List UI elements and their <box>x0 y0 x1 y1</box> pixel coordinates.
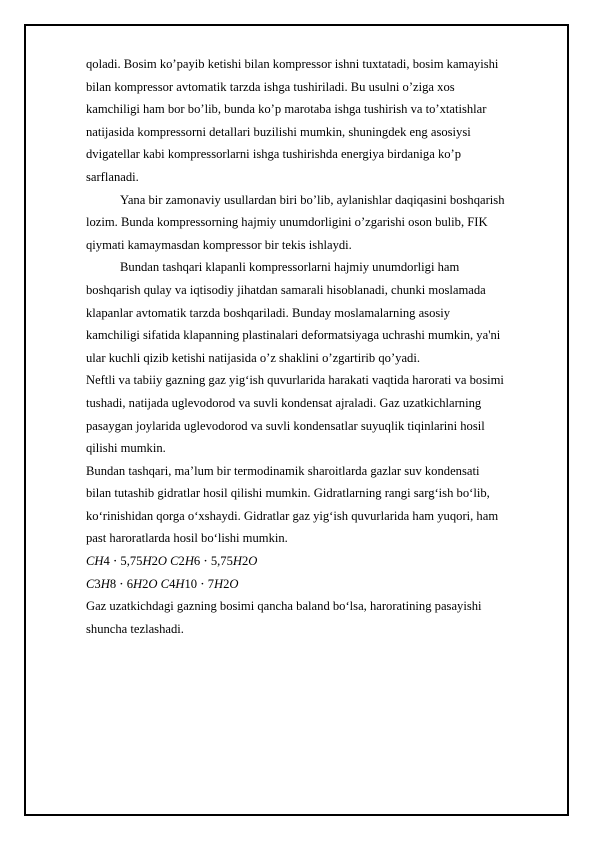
formula-number: 4 <box>169 576 176 591</box>
formula-symbol: H <box>232 554 242 569</box>
formula-symbol: O <box>148 576 161 591</box>
formula-number: 2 <box>151 554 158 569</box>
formula-symbol: O <box>229 576 239 591</box>
formula-symbol: C <box>170 554 179 569</box>
text-line: kamchiligi ham bor bo’lib, bunda ko’p marotaba ishga tushirish va to’xtatishlar <box>86 102 487 117</box>
text-line: ko‘rinishidan qorga o‘xshaydi. Gidratlar gaz yig‘ish quvurlarida ham yuqori, ham <box>86 508 499 523</box>
formula-symbol: H <box>175 576 185 591</box>
formula-symbol: H <box>100 576 110 591</box>
text-line: Gaz uzatkichdagi gazning bosimi qancha baland bo‘lsa, haroratining pasayishi <box>86 599 482 614</box>
formula-symbol: O <box>248 554 258 569</box>
text-line: dvigatellar kabi kompressorlarni ishga tushirishda energiya birdaniga ko’p <box>86 147 462 162</box>
formula-symbol: H <box>133 576 143 591</box>
text-line: klapanlar avtomatik tarzda boshqariladi. Bunday moslamalarning asosiy <box>86 305 451 320</box>
text-line: kamchiligi sifatida klapanning plastinalari deformatsiyaga uchrashi mumkin, ya'ni <box>86 328 501 343</box>
formula-number: 7 <box>207 576 214 591</box>
formula-symbol: CH <box>86 554 104 569</box>
paragraph-3 <box>86 256 552 369</box>
formula-number: 3 <box>94 576 101 591</box>
formula-number: 2 <box>142 576 149 591</box>
formula-operator: ⋅ <box>200 554 211 569</box>
formula-number: 8 <box>109 576 117 591</box>
formula-number: 4 <box>103 554 110 569</box>
formula-operator: ⋅ <box>197 576 208 591</box>
formula-operator: ⋅ <box>109 554 121 569</box>
text-line: pasaygan joylarida uglevodorod va suvli kondensatlar suyuqlik tiqinlarini hosil <box>86 418 485 433</box>
formula-symbol: O <box>157 554 171 569</box>
text-line: Yana bir zamonaviy usullardan biri bo’lib, aylanishlar daqiqasini boshqarish <box>120 192 505 207</box>
formula-number: 6 <box>193 554 201 569</box>
formula-number: 10 <box>184 576 198 591</box>
formula-number: 6 <box>126 576 134 591</box>
formula-symbol: H <box>213 576 224 591</box>
text-line: Neftli va tabiiy gazning gaz yig‘ish quvurlarida harakati vaqtida harorati va bosimi <box>86 373 504 388</box>
document-body <box>86 53 552 640</box>
text-line: past haroratlarda hosil bo‘lishi mumkin. <box>86 531 288 546</box>
text-line: shuncha tezlashadi. <box>86 621 184 636</box>
text-line: Bundan tashqari klapanli kompressorlarni hajmiy unumdorligi ham <box>120 260 460 275</box>
paragraph-5 <box>86 460 552 550</box>
text-line: boshqarish qulay va iqtisodiy jihatdan samarali hisoblanadi, chunki moslamada <box>86 282 486 297</box>
text-line: ular kuchli qizib ketishi natijasida o’z shaklini o’zgartirib qo’yadi. <box>86 350 420 365</box>
paragraph-closing <box>86 595 552 640</box>
text-line: natijasida kompressorni detallari buzilishi mumkin, shuningdek eng asosiysi <box>86 124 471 139</box>
formula-symbol: C <box>86 576 95 591</box>
paragraph-2 <box>86 189 552 257</box>
formula-number: 2 <box>223 576 230 591</box>
text-line: tushadi, natijada uglevodorod va suvli kondensat ajraladi. Gaz uzatkichlarning <box>86 395 482 410</box>
text-line: bilan kompressor avtomatik tarzda ishga tushiriladi. Bu usulni o’ziga xos <box>86 79 455 94</box>
formula-number: 2 <box>178 554 185 569</box>
hydrate-formula-1 <box>86 550 552 573</box>
formula-number: 5,75 <box>120 554 143 569</box>
text-line: bilan tutashib gidratlar hosil qilishi mumkin. Gidratlarning rangi sarg‘ish bo‘lib, <box>86 486 490 501</box>
formula-symbol: C <box>160 576 170 591</box>
text-line: lozim. Bunda kompressorning hajmiy unumdorligini o’zgarishi oson bulib, FIK <box>86 215 488 230</box>
formula-symbol: H <box>142 554 152 569</box>
hydrate-formula-2 <box>86 573 552 596</box>
text-line: sarflanadi. <box>86 169 139 184</box>
text-line: qiymati kamaymasdan kompressor bir tekis ishlaydi. <box>86 237 352 252</box>
formula-number: 5,75 <box>210 554 233 569</box>
formula-operator: ⋅ <box>116 576 127 591</box>
formula-number: 2 <box>241 554 249 569</box>
text-line: qilishi mumkin. <box>86 441 166 456</box>
paragraph-4 <box>86 369 552 459</box>
text-line: qoladi. Bosim ko’payib ketishi bilan kompressor ishni tuxtatadi, bosim kamayishi <box>86 57 499 71</box>
paragraph-1 <box>86 53 552 189</box>
formula-symbol: H <box>184 554 194 569</box>
text-line: Bundan tashqari, ma’lum bir termodinamik sharoitlarda gazlar suv kondensati <box>86 463 480 478</box>
